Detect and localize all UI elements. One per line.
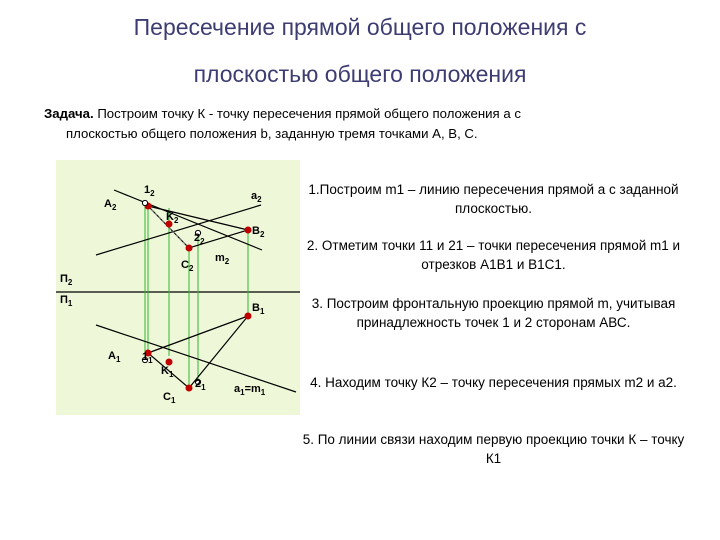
point-B2: [245, 227, 252, 234]
slide-title-line-2: плоскостью общего положения: [193, 61, 527, 87]
label-C1: $C_1$: [163, 391, 176, 405]
step-5: 5. По линии связи находим первую проекцию точки К – точку К1: [302, 432, 685, 466]
task-text-line-2: плоскостью общего положения b, заданную тремя точками А, В, С.: [66, 126, 478, 141]
label-P2: $П_2$: [60, 273, 73, 287]
label-K1: $K_1$: [161, 365, 174, 379]
task-label: Задача.: [44, 106, 94, 121]
point-C2: [186, 245, 193, 252]
label-1-1: $1_1$: [142, 351, 153, 365]
label-P1: $П_1$: [60, 294, 73, 308]
label-1-2: $1_2$: [144, 184, 155, 198]
label-a1-m1: $a_1=m_1$: [234, 383, 266, 397]
step-3: 3. Построим фронтальную проекцию прямой m, учитывая принадлежность точек 1 и 2 сторонам АВС.: [311, 296, 676, 330]
step-2: 2. Отметим точки 11 и 21 – точки пересечения прямой m1 и отрезков А1В1 и В1С1.: [306, 238, 681, 272]
label-m2: $m_2$: [215, 252, 230, 266]
point-1-2: [142, 200, 147, 205]
diagram-background: [56, 160, 300, 415]
task-text-line-1: Построим точку К - точку пересечения прямой общего положения а с: [97, 106, 521, 121]
task-statement: [44, 104, 676, 144]
label-2-2: $2_2$: [194, 232, 205, 246]
label-B2: $B_2$: [252, 225, 265, 239]
label-C2: $C_2$: [181, 259, 194, 273]
slide-title-line-1: Пересечение прямой общего положения с: [133, 14, 587, 40]
label-K2: $K_2$: [166, 211, 179, 225]
point-B1: [245, 313, 252, 320]
label-A1: $A_1$: [108, 350, 121, 364]
label-A2: $A_2$: [104, 198, 117, 212]
label-a2: $a_2$: [251, 190, 262, 204]
step-4: 4. Находим точку К2 – точку пересечения прямых m2 и a2.: [310, 375, 677, 390]
label-2-1: $2_1$: [195, 378, 206, 392]
label-B1: $B_1$: [252, 302, 265, 316]
epure-diagram: [56, 160, 300, 415]
point-C1: [186, 385, 193, 392]
step-1: 1.Построим m1 – линию пересечения прямой а с заданной плоскостью.: [308, 182, 679, 216]
